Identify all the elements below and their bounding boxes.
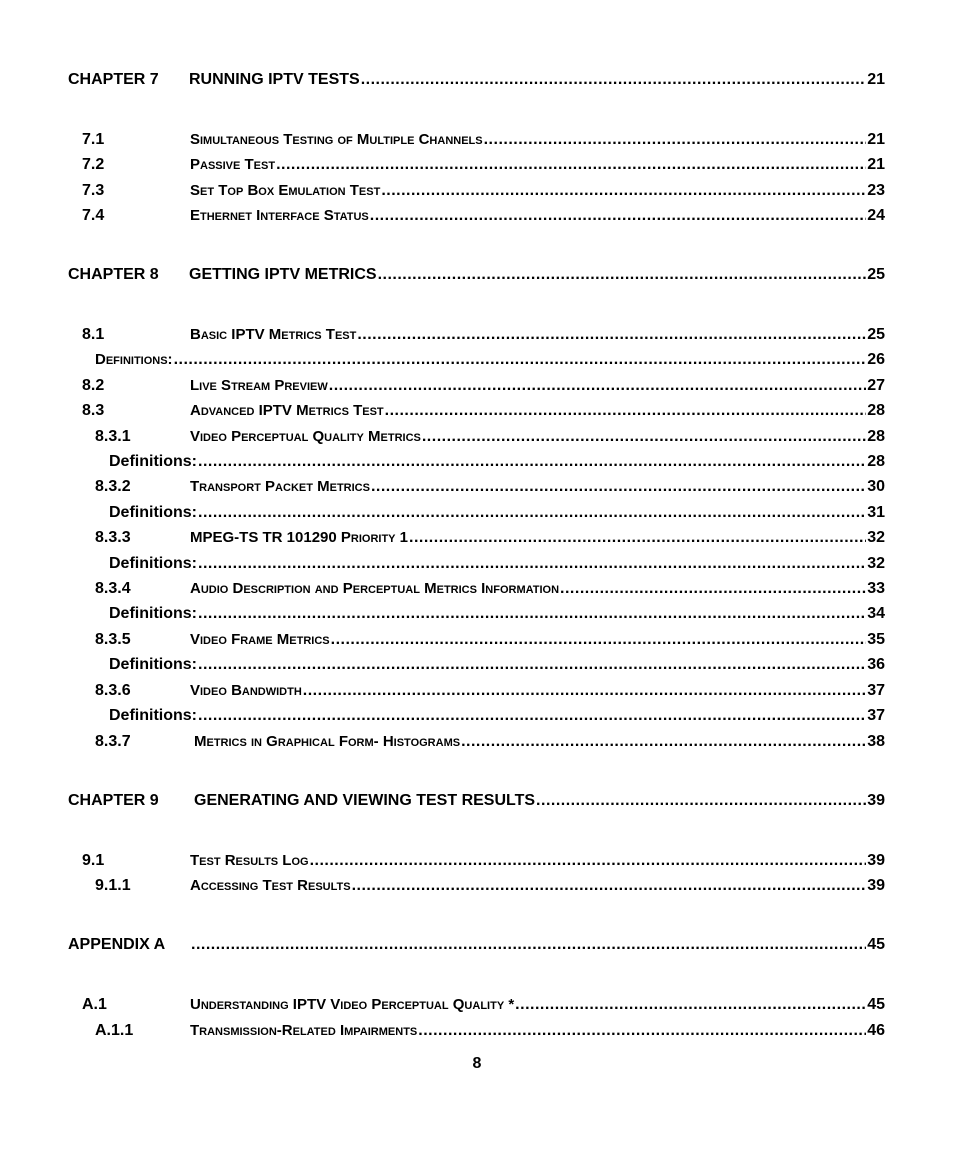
- toc-entry-page: 24: [867, 207, 885, 224]
- toc-leader-dots: [329, 376, 866, 396]
- toc-leader-dots: [191, 935, 866, 955]
- toc-entry-page: 25: [867, 326, 885, 343]
- toc-entry-title: Test Results Log: [190, 852, 309, 869]
- toc-entry-page: 32: [867, 529, 885, 546]
- toc-entry-title: Definitions:: [109, 453, 197, 470]
- toc-entry-page: 36: [867, 656, 885, 673]
- toc-entry-page: 27: [867, 377, 885, 394]
- toc-entry-page: 37: [867, 707, 885, 724]
- toc-entry-page: 28: [867, 428, 885, 445]
- toc-entry-definitions[interactable]: [68, 452, 885, 472]
- toc-entry-title: Passive Test: [190, 156, 276, 173]
- toc-entry-title: Audio Description and Perceptual Metrics Information: [190, 580, 560, 597]
- toc-entry-page: 32: [867, 555, 885, 572]
- toc-entry-7-2[interactable]: [68, 155, 885, 175]
- toc-entry-title: Definitions:: [109, 707, 197, 724]
- toc-leader-dots: [371, 477, 866, 497]
- toc-entry-a-1[interactable]: [68, 995, 885, 1015]
- toc-entry-a-1-1[interactable]: [68, 1021, 885, 1041]
- toc-entry-title: Set Top Box Emulation Test: [190, 182, 381, 199]
- toc-entry-number: 7.1: [82, 131, 105, 148]
- toc-entry-number: A.1: [82, 996, 107, 1013]
- toc-entry-8-3-7[interactable]: [68, 732, 885, 752]
- toc-entry-8-3-5[interactable]: [68, 630, 885, 650]
- toc-leader-dots: [370, 206, 866, 226]
- toc-entry-number: 9.1: [82, 852, 105, 869]
- toc-entry-title: Simultaneous Testing of Multiple Channels: [190, 131, 483, 148]
- toc-entry-8-3-2[interactable]: [68, 477, 885, 497]
- toc-entry-page: 28: [867, 453, 885, 470]
- toc-leader-dots: [198, 604, 866, 624]
- toc-entry-page: 21: [867, 156, 885, 173]
- toc-entry-8-2[interactable]: [68, 376, 885, 396]
- toc-entry-page: 45: [867, 936, 885, 953]
- toc-leader-dots: [484, 130, 867, 150]
- toc-entry-number: CHAPTER 8: [68, 266, 159, 283]
- toc-entry-number: 8.3.6: [95, 682, 131, 699]
- toc-entry-title: Video Perceptual Quality Metrics: [190, 428, 421, 445]
- toc-entry-page: 34: [867, 605, 885, 622]
- toc-entry-title: Ethernet Interface Status: [190, 207, 369, 224]
- toc-entry-8-3[interactable]: [68, 401, 885, 421]
- toc-entry-number: 8.3.2: [95, 478, 131, 495]
- toc-entry-title: Definitions:: [109, 555, 197, 572]
- toc-leader-dots: [352, 876, 867, 896]
- toc-entry-chapter-8[interactable]: [68, 265, 885, 285]
- toc-entry-title: Definitions:: [109, 656, 197, 673]
- toc-entry-page: 33: [867, 580, 885, 597]
- toc-entry-9-1-1[interactable]: [68, 876, 885, 896]
- toc-leader-dots: [331, 630, 867, 650]
- toc-leader-dots: [515, 995, 866, 1015]
- toc-entry-number: 8.3.3: [95, 529, 131, 546]
- toc-leader-dots: [560, 579, 866, 599]
- toc-entry-page: 38: [867, 733, 885, 750]
- toc-entry-number: 9.1.1: [95, 877, 131, 894]
- toc-entry-page: 39: [867, 877, 885, 894]
- toc-entry-page: 37: [867, 682, 885, 699]
- toc-entry-page: 39: [867, 792, 885, 809]
- toc-entry-definitions[interactable]: [68, 554, 885, 574]
- toc-entry-title: Transport Packet Metrics: [190, 478, 370, 495]
- toc-entry-page: 25: [867, 266, 885, 283]
- toc-entry-title: Advanced IPTV Metrics Test: [190, 402, 384, 419]
- toc-leader-dots: [198, 655, 866, 675]
- toc-leader-dots: [536, 791, 866, 811]
- toc-leader-dots: [381, 181, 866, 201]
- toc-entry-title: Metrics in Graphical Form- Histograms: [194, 733, 461, 750]
- toc-entry-number: 8.2: [82, 377, 105, 394]
- toc-entry-7-4[interactable]: [68, 206, 885, 226]
- page-number: 8: [472, 1055, 482, 1072]
- toc-leader-dots: [276, 155, 866, 175]
- toc-entry-title: MPEG-TS TR 101290 Priority 1: [190, 529, 409, 546]
- toc-entry-title: Understanding IPTV Video Perceptual Quality *: [190, 996, 515, 1013]
- toc-entry-page: 46: [867, 1022, 885, 1039]
- toc-entry-chapter-7[interactable]: [68, 70, 885, 90]
- toc-entry-page: 21: [867, 131, 885, 148]
- toc-leader-dots: [361, 70, 867, 90]
- toc-entry-definitions[interactable]: [68, 706, 885, 726]
- toc-leader-dots: [198, 706, 866, 726]
- toc-entry-title: RUNNING IPTV TESTS: [189, 71, 360, 88]
- toc-entry-definitions[interactable]: [68, 350, 885, 370]
- toc-entry-page: 26: [867, 351, 885, 368]
- toc-leader-dots: [409, 528, 866, 548]
- toc-entry-number: CHAPTER 7: [68, 71, 159, 88]
- toc-entry-title: Video Bandwidth: [190, 682, 302, 699]
- toc-entry-definitions[interactable]: [68, 655, 885, 675]
- toc-entry-title: Definitions:: [109, 605, 197, 622]
- toc-entry-title: GENERATING AND VIEWING TEST RESULTS: [194, 792, 536, 809]
- toc-entry-9-1[interactable]: [68, 851, 885, 871]
- toc-entry-page: 23: [867, 182, 885, 199]
- toc-entry-number: 8.3.4: [95, 580, 131, 597]
- table-of-contents: [68, 0, 885, 1159]
- toc-leader-dots: [198, 452, 866, 472]
- toc-entry-7-3[interactable]: [68, 181, 885, 201]
- toc-leader-dots: [378, 265, 867, 285]
- toc-leader-dots: [422, 427, 866, 447]
- toc-leader-dots: [310, 851, 867, 871]
- toc-entry-number: 7.3: [82, 182, 105, 199]
- toc-entry-title: Live Stream Preview: [190, 377, 328, 394]
- toc-entry-number: 8.3.7: [95, 733, 131, 750]
- toc-entry-number: 8.3: [82, 402, 105, 419]
- toc-entry-page: 31: [867, 504, 885, 521]
- toc-entry-title: Accessing Test Results: [190, 877, 351, 894]
- toc-entry-8-3-3[interactable]: [68, 528, 885, 548]
- toc-entry-page: 35: [867, 631, 885, 648]
- toc-entry-number: 7.4: [82, 207, 105, 224]
- toc-leader-dots: [418, 1021, 866, 1041]
- toc-leader-dots: [303, 681, 866, 701]
- toc-entry-number: 8.3.5: [95, 631, 131, 648]
- toc-entry-number: CHAPTER 9: [68, 792, 159, 809]
- toc-entry-number: 8.1: [82, 326, 105, 343]
- toc-entry-title: Basic IPTV Metrics Test: [190, 326, 357, 343]
- toc-entry-definitions[interactable]: [68, 503, 885, 523]
- toc-entry-title: Definitions:: [109, 504, 197, 521]
- toc-entry-page: 30: [867, 478, 885, 495]
- toc-entry-title: Transmission-Related Impairments: [190, 1022, 418, 1039]
- toc-entry-8-3-4[interactable]: [68, 579, 885, 599]
- toc-entry-page: 39: [867, 852, 885, 869]
- toc-leader-dots: [461, 732, 866, 752]
- toc-entry-8-3-1[interactable]: [68, 427, 885, 447]
- toc-entry-number: 7.2: [82, 156, 105, 173]
- toc-entry-appendix-a[interactable]: [68, 935, 885, 955]
- toc-leader-dots: [198, 554, 866, 574]
- toc-leader-dots: [357, 325, 866, 345]
- toc-leader-dots: [385, 401, 867, 421]
- toc-entry-8-3-6[interactable]: [68, 681, 885, 701]
- toc-entry-definitions[interactable]: [68, 604, 885, 624]
- toc-entry-title: Definitions:: [95, 351, 173, 368]
- toc-entry-8-1[interactable]: [68, 325, 885, 345]
- toc-entry-page: 21: [867, 71, 885, 88]
- toc-leader-dots: [198, 503, 866, 523]
- toc-entry-number: A.1.1: [95, 1022, 134, 1039]
- toc-entry-title: GETTING IPTV METRICS: [189, 266, 377, 283]
- toc-entry-title: Video Frame Metrics: [190, 631, 330, 648]
- toc-entry-number: 8.3.1: [95, 428, 131, 445]
- toc-entry-chapter-9[interactable]: [68, 791, 885, 811]
- toc-entry-7-1[interactable]: [68, 130, 885, 150]
- toc-leader-dots: [174, 350, 867, 370]
- toc-entry-number: APPENDIX A: [68, 936, 166, 953]
- toc-entry-page: 45: [867, 996, 885, 1013]
- toc-entry-page: 28: [867, 402, 885, 419]
